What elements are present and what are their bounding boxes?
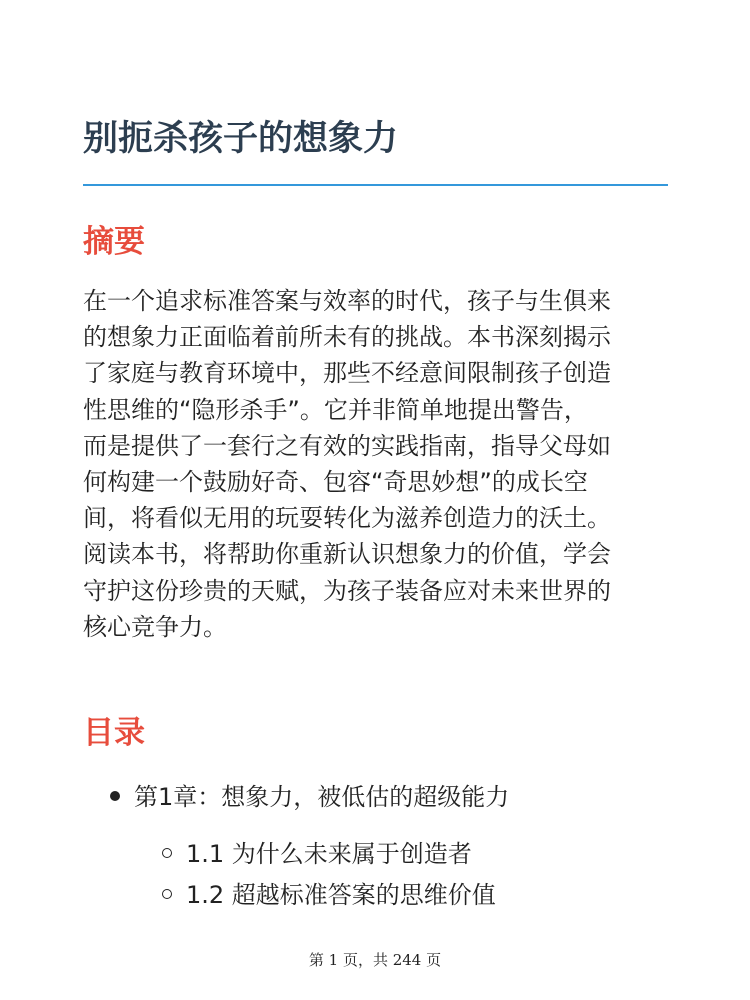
summary-line: 而是提供了一套行之有效的实践指南，指导父母如 bbox=[83, 431, 611, 460]
summary-line: 性思维的“隐形杀手”。它并非简单地提出警告， bbox=[83, 395, 588, 424]
toc-chapter-label: 第1章：想象力，被低估的超级能力 bbox=[134, 783, 510, 811]
summary-line: 的想象力正面临着前所未有的挑战。本书深刻揭示 bbox=[83, 323, 611, 352]
summary-line: 在一个追求标准答案与效率的时代，孩子与生俱来 bbox=[83, 287, 611, 315]
summary-line: 何构建一个鼓励好奇、包容“奇思妙想”的成长空 bbox=[83, 468, 588, 497]
summary-line: 间，将看似无用的玩耍转化为滋养创造力的沃土。 bbox=[83, 504, 611, 533]
page-footer: 第 1 页，共 244 页 bbox=[308, 951, 442, 969]
toc-section-label: 1.1 为什么未来属于创造者 bbox=[186, 840, 472, 868]
toc-heading: 目录 bbox=[83, 715, 145, 751]
document-title: 别扼杀孩子的想象力 bbox=[83, 119, 399, 159]
toc-section-item bbox=[162, 879, 496, 911]
title-divider bbox=[83, 184, 668, 186]
summary-line: 了家庭与教育环境中，那些不经意间限制孩子创造 bbox=[83, 359, 611, 388]
summary-line: 阅读本书，将帮助你重新认识想象力的价值，学会 bbox=[83, 540, 611, 569]
bullet-circle-icon bbox=[162, 848, 172, 858]
bullet-circle-icon bbox=[162, 889, 172, 899]
toc-section-item bbox=[162, 838, 472, 870]
toc-chapter-item bbox=[110, 781, 509, 813]
bullet-disc-icon bbox=[110, 791, 120, 801]
summary-line: 核心竞争力。 bbox=[83, 612, 227, 641]
toc-section-label: 1.2 超越标准答案的思维价值 bbox=[186, 881, 496, 909]
summary-line: 守护这份珍贵的天赋，为孩子装备应对未来世界的 bbox=[83, 576, 611, 605]
summary-paragraph bbox=[83, 283, 673, 645]
summary-heading: 摘要 bbox=[83, 224, 145, 260]
